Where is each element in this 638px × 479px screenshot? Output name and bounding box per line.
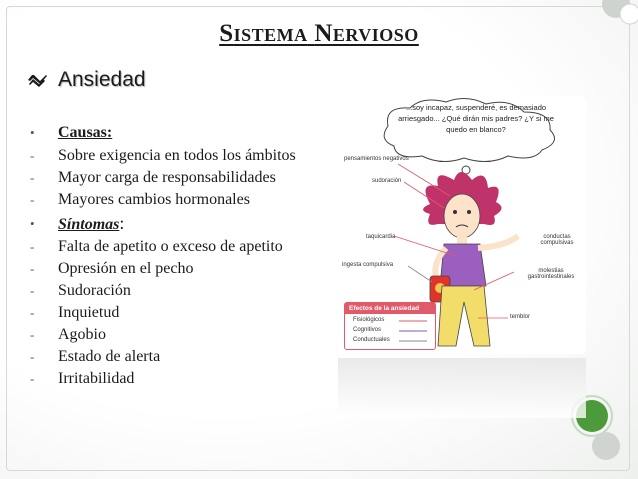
left-eye: [453, 210, 457, 214]
thought-text: ...soy incapaz, suspenderé, es demasiado arriesgado... ¿Qué dirán mis padres? ¿Y si me quedo en blanco?: [398, 103, 554, 134]
list-item-text: Agobio: [58, 326, 106, 343]
list-item-text: Estado de alerta: [58, 348, 161, 365]
dash-mark: -: [30, 170, 35, 185]
dash-mark: -: [30, 349, 35, 364]
list-item: [30, 368, 350, 390]
list-item: [30, 324, 350, 346]
causas-label: Causas:: [58, 123, 113, 141]
list-item: [30, 189, 350, 211]
dash-mark: -: [30, 327, 35, 342]
deco-circle-gray-bottom: [592, 432, 620, 460]
right-eye: [467, 210, 471, 214]
subheading: [26, 66, 146, 94]
subheading-text: Ansiedad: [58, 68, 146, 91]
list-item-text: Irritabilidad: [58, 370, 135, 387]
causas-header: [30, 120, 350, 145]
list-item: [30, 236, 350, 258]
dash-mark: -: [30, 371, 35, 386]
list-item: [30, 280, 350, 302]
label-molestias: molestias gastrointestinales: [527, 268, 575, 280]
label-pensamientos: pensamientos negativos: [344, 156, 409, 162]
sintomas-header: [30, 211, 350, 236]
face: [444, 194, 480, 238]
label-taquicardia: taquicardia: [366, 234, 396, 240]
checkbox-bullet-icon: [26, 69, 48, 91]
list-item: [30, 258, 350, 280]
label-ingesta: ingesta compulsiva: [342, 262, 394, 268]
list-item: [30, 145, 350, 167]
anxiety-illustration: [338, 96, 586, 354]
legend-item: Conductuales: [353, 337, 390, 343]
list-item: [30, 346, 350, 368]
sintomas-colon: :: [119, 213, 125, 233]
dash-mark: -: [30, 148, 35, 163]
pants: [438, 286, 490, 346]
slide-title: SISTEMA NERVIOSO: [219, 20, 419, 47]
illustration-reflection: [338, 358, 586, 418]
label-temblor: temblor: [510, 314, 531, 320]
right-arm: [478, 236, 518, 248]
dash-mark: -: [30, 239, 35, 254]
legend-item: Fisiológicos: [353, 317, 385, 323]
arrow-ingesta: [408, 266, 432, 282]
label-sudoracion: sudoración: [372, 178, 402, 184]
list-item-text: Sudoración: [58, 282, 131, 299]
neck: [457, 236, 467, 244]
sintomas-label-wrap: [58, 213, 124, 234]
list-item-text: Mayor carga de responsabilidades: [58, 169, 276, 186]
list-item: [30, 302, 350, 324]
legend-arrows: [399, 317, 431, 347]
effects-legend: [344, 302, 436, 350]
dash-mark: -: [30, 305, 35, 320]
bullet-mark: •: [30, 124, 35, 140]
bullet-mark: •: [30, 215, 35, 231]
list-item-text: Opresión en el pecho: [58, 260, 194, 277]
legend-item: Cognitivos: [353, 327, 382, 333]
list-item: [30, 167, 350, 189]
dash-mark: -: [30, 283, 35, 298]
sintomas-label: Síntomas: [58, 216, 120, 233]
list-item-text: Falta de apetito o exceso de apetito: [58, 238, 283, 255]
list-item-text: Sobre exigencia en todos los ámbitos: [58, 147, 296, 164]
legend-title: Efectos de la ansiedad: [345, 303, 435, 314]
dash-mark: -: [30, 192, 35, 207]
content-list: [30, 120, 350, 390]
list-item-text: Inquietud: [58, 304, 120, 321]
dash-mark: -: [30, 261, 35, 276]
list-item-text: Mayores cambios hormonales: [58, 191, 250, 208]
label-conductas: conductas compulsivas: [540, 234, 574, 246]
